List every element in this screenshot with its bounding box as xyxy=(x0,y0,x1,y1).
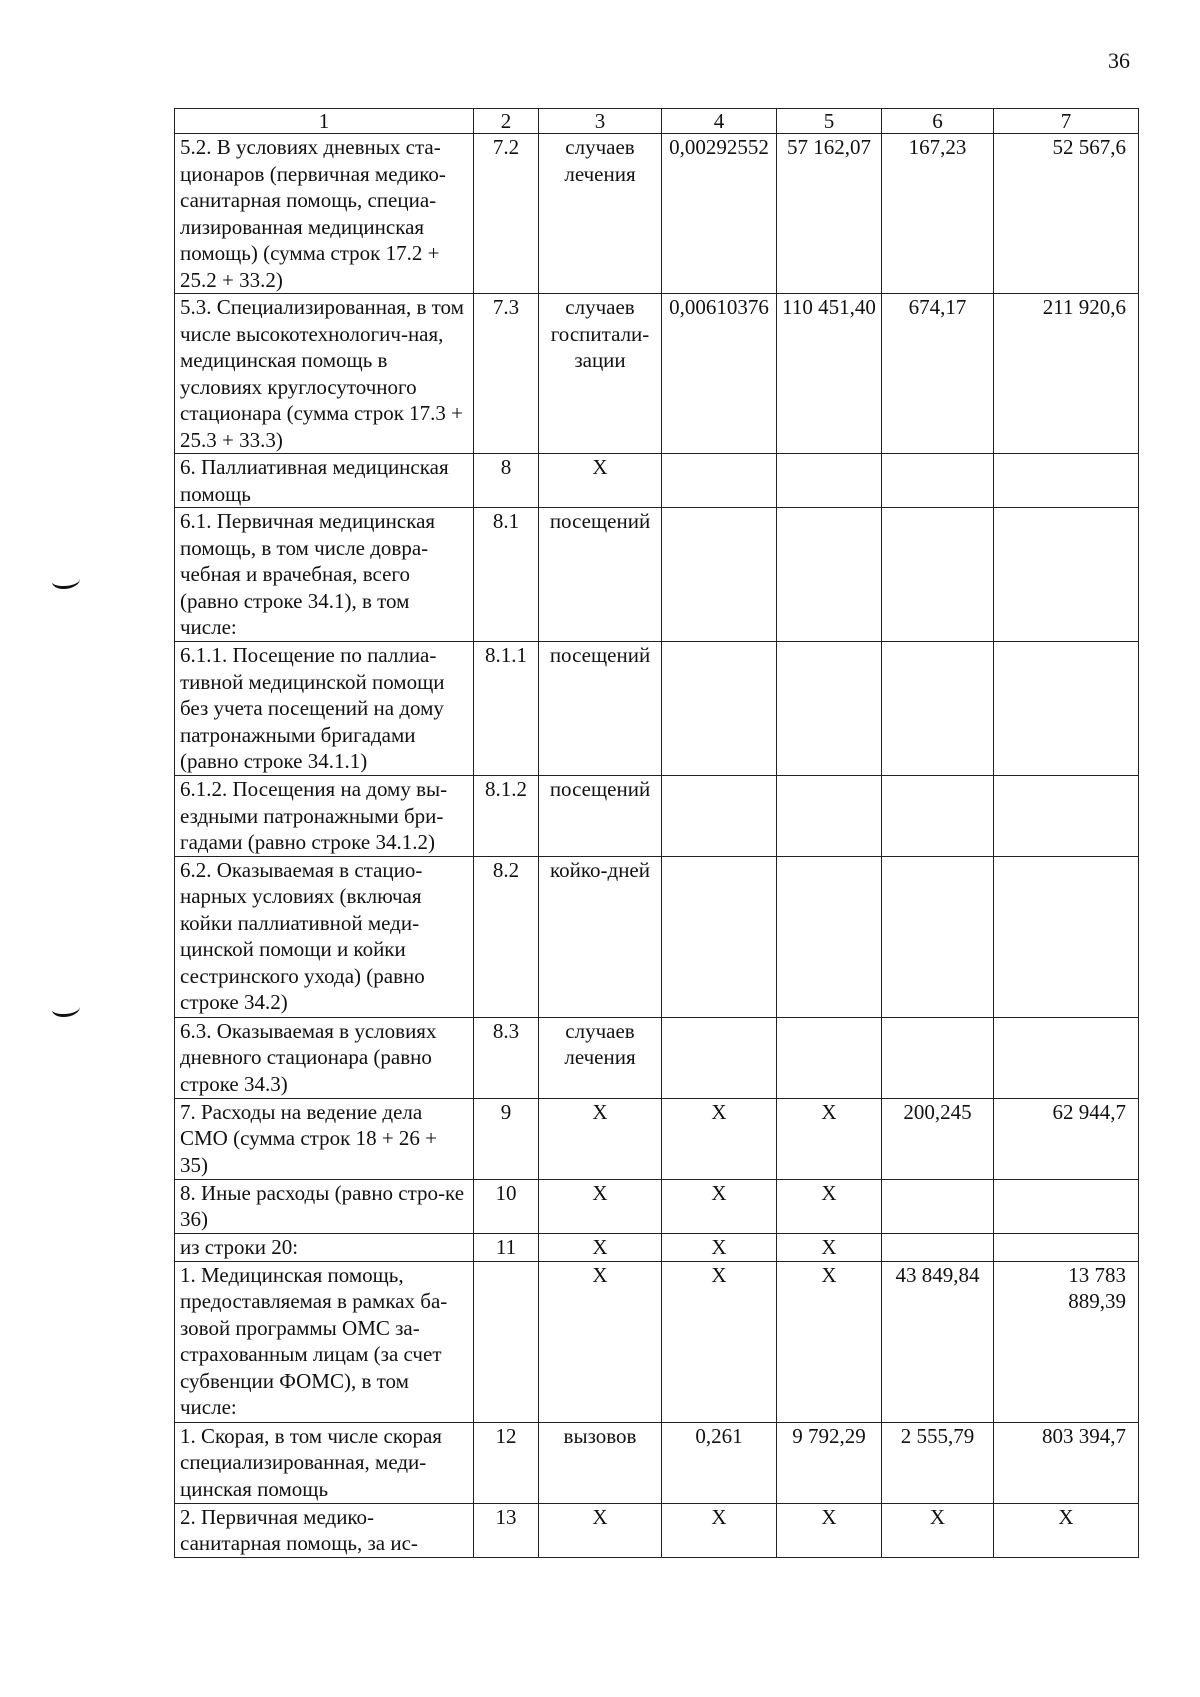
table-row xyxy=(175,1233,1139,1261)
row-code-cell: 12 xyxy=(474,1422,539,1503)
row-name-cell: 5.2. В условиях дневных ста-ционаров (первичная медико-санитарная помощь, специа-лизированная медицинская помощь) (сумма строк 17.2 + 25.2 + 33.2) xyxy=(175,134,474,294)
row-name-cell: 1. Скорая, в том числе скорая специализированная, меди-цинская помощь xyxy=(175,1422,474,1503)
row-name-cell: 5.3. Специализированная, в том числе высокотехнологич-ная, медицинская помощь в условиях круглосуточного стационара (сумма строк 17.3 + 25.3 + 33.3) xyxy=(175,294,474,454)
volume-cell: 0,261 xyxy=(662,1422,777,1503)
per-capita-cell xyxy=(882,642,994,776)
table-row xyxy=(175,134,1139,294)
volume-cell xyxy=(662,856,777,1017)
unit-cell: посещений xyxy=(539,642,662,776)
total-cell xyxy=(994,856,1139,1017)
page-number: 36 xyxy=(1108,48,1130,73)
column-header: 3 xyxy=(539,109,662,134)
volume-cell: 0,00292552 xyxy=(662,134,777,294)
unit-cell: Х xyxy=(539,1098,662,1179)
volume-cell: 0,00610376 xyxy=(662,294,777,454)
row-code-cell: 10 xyxy=(474,1179,539,1233)
total-cell: 13 783 889,39 xyxy=(994,1261,1139,1422)
per-capita-cell: 2 555,79 xyxy=(882,1422,994,1503)
row-name-cell: 2. Первичная медико-санитарная помощь, за ис- xyxy=(175,1503,474,1557)
unit-cell: случаев лечения xyxy=(539,134,662,294)
per-capita-cell xyxy=(882,856,994,1017)
table-row xyxy=(175,1179,1139,1233)
volume-cell: Х xyxy=(662,1098,777,1179)
unit-cell: Х xyxy=(539,1179,662,1233)
table-row xyxy=(175,1261,1139,1422)
volume-cell: Х xyxy=(662,1179,777,1233)
total-cell xyxy=(994,1179,1139,1233)
row-code-cell: 8.1.2 xyxy=(474,776,539,857)
total-cell: 62 944,7 xyxy=(994,1098,1139,1179)
cost-cell xyxy=(777,1017,882,1098)
per-capita-cell xyxy=(882,1179,994,1233)
per-capita-cell: 167,23 xyxy=(882,134,994,294)
table-row xyxy=(175,1422,1139,1503)
row-name-cell: 6.3. Оказываемая в условиях дневного стационара (равно строке 34.3) xyxy=(175,1017,474,1098)
cost-cell xyxy=(777,642,882,776)
cost-cell: Х xyxy=(777,1098,882,1179)
per-capita-cell xyxy=(882,454,994,508)
row-name-cell: 6.2. Оказываемая в стацио-нарных условиях (включая койки паллиативной меди-цинской помощи и койки сестринского ухода) (равно строке 34.2) xyxy=(175,856,474,1017)
per-capita-cell xyxy=(882,776,994,857)
unit-cell: случаев госпитали-зации xyxy=(539,294,662,454)
volume-cell: Х xyxy=(662,1503,777,1557)
unit-cell: посещений xyxy=(539,776,662,857)
row-code-cell: 8.1.1 xyxy=(474,642,539,776)
total-cell: Х xyxy=(994,1503,1139,1557)
margin-tick-mark xyxy=(52,572,80,589)
unit-cell: Х xyxy=(539,1233,662,1261)
volume-cell: Х xyxy=(662,1261,777,1422)
unit-cell: посещений xyxy=(539,508,662,642)
table-row xyxy=(175,642,1139,776)
per-capita-cell: 200,245 xyxy=(882,1098,994,1179)
column-header: 7 xyxy=(994,109,1139,134)
total-cell: 803 394,7 xyxy=(994,1422,1139,1503)
cost-cell xyxy=(777,856,882,1017)
total-cell xyxy=(994,642,1139,776)
cost-cell xyxy=(777,776,882,857)
row-code-cell: 11 xyxy=(474,1233,539,1261)
column-header: 2 xyxy=(474,109,539,134)
row-code-cell: 8.1 xyxy=(474,508,539,642)
cost-cell: 9 792,29 xyxy=(777,1422,882,1503)
row-name-cell: из строки 20: xyxy=(175,1233,474,1261)
table-row xyxy=(175,1503,1139,1557)
volume-cell xyxy=(662,642,777,776)
column-header: 6 xyxy=(882,109,994,134)
row-name-cell: 7. Расходы на ведение дела СМО (сумма строк 18 + 26 + 35) xyxy=(175,1098,474,1179)
unit-cell: случаев лечения xyxy=(539,1017,662,1098)
unit-cell: Х xyxy=(539,1261,662,1422)
data-table xyxy=(174,108,1139,1558)
total-cell xyxy=(994,1017,1139,1098)
cost-cell xyxy=(777,454,882,508)
volume-cell xyxy=(662,776,777,857)
total-cell: 211 920,6 xyxy=(994,294,1139,454)
cost-cell: Х xyxy=(777,1179,882,1233)
unit-cell: койко-дней xyxy=(539,856,662,1017)
total-cell xyxy=(994,508,1139,642)
table-row xyxy=(175,294,1139,454)
margin-tick-mark xyxy=(52,1000,80,1017)
cost-cell: Х xyxy=(777,1261,882,1422)
unit-cell: вызовов xyxy=(539,1422,662,1503)
row-name-cell: 6.1. Первичная медицинская помощь, в том числе довра-чебная и врачебная, всего (равно строке 34.1), в том числе: xyxy=(175,508,474,642)
total-cell xyxy=(994,454,1139,508)
total-cell: 52 567,6 xyxy=(994,134,1139,294)
cost-cell: 57 162,07 xyxy=(777,134,882,294)
per-capita-cell: Х xyxy=(882,1503,994,1557)
cost-cell xyxy=(777,508,882,642)
unit-cell: Х xyxy=(539,1503,662,1557)
column-header: 5 xyxy=(777,109,882,134)
table-row xyxy=(175,856,1139,1017)
table-header-row xyxy=(175,109,1139,134)
row-code-cell: 13 xyxy=(474,1503,539,1557)
row-name-cell: 1. Медицинская помощь, предоставляемая в рамках ба-зовой программы ОМС за-страхованным лицам (за счет субвенции ФОМС), в том числе: xyxy=(175,1261,474,1422)
volume-cell xyxy=(662,508,777,642)
row-code-cell: 8.2 xyxy=(474,856,539,1017)
per-capita-cell xyxy=(882,1233,994,1261)
column-header: 1 xyxy=(175,109,474,134)
volume-cell xyxy=(662,454,777,508)
volume-cell: Х xyxy=(662,1233,777,1261)
cost-cell: 110 451,40 xyxy=(777,294,882,454)
volume-cell xyxy=(662,1017,777,1098)
table-row xyxy=(175,454,1139,508)
cost-cell: Х xyxy=(777,1233,882,1261)
row-name-cell: 6.1.1. Посещение по паллиа-тивной медицинской помощи без учета посещений на дому патронажными бригадами (равно строке 34.1.1) xyxy=(175,642,474,776)
row-code-cell: 8.3 xyxy=(474,1017,539,1098)
per-capita-cell: 674,17 xyxy=(882,294,994,454)
table-row xyxy=(175,1017,1139,1098)
table-row xyxy=(175,776,1139,857)
total-cell xyxy=(994,776,1139,857)
total-cell xyxy=(994,1233,1139,1261)
row-name-cell: 8. Иные расходы (равно стро-ке 36) xyxy=(175,1179,474,1233)
cost-cell: Х xyxy=(777,1503,882,1557)
row-code-cell: 7.2 xyxy=(474,134,539,294)
row-code-cell: 9 xyxy=(474,1098,539,1179)
row-name-cell: 6.1.2. Посещения на дому вы-ездными патронажными бри-гадами (равно строке 34.1.2) xyxy=(175,776,474,857)
row-code-cell: 7.3 xyxy=(474,294,539,454)
per-capita-cell: 43 849,84 xyxy=(882,1261,994,1422)
unit-cell: Х xyxy=(539,454,662,508)
per-capita-cell xyxy=(882,508,994,642)
per-capita-cell xyxy=(882,1017,994,1098)
row-code-cell xyxy=(474,1261,539,1422)
table-row xyxy=(175,508,1139,642)
row-name-cell: 6. Паллиативная медицинская помощь xyxy=(175,454,474,508)
row-code-cell: 8 xyxy=(474,454,539,508)
column-header: 4 xyxy=(662,109,777,134)
table-row xyxy=(175,1098,1139,1179)
